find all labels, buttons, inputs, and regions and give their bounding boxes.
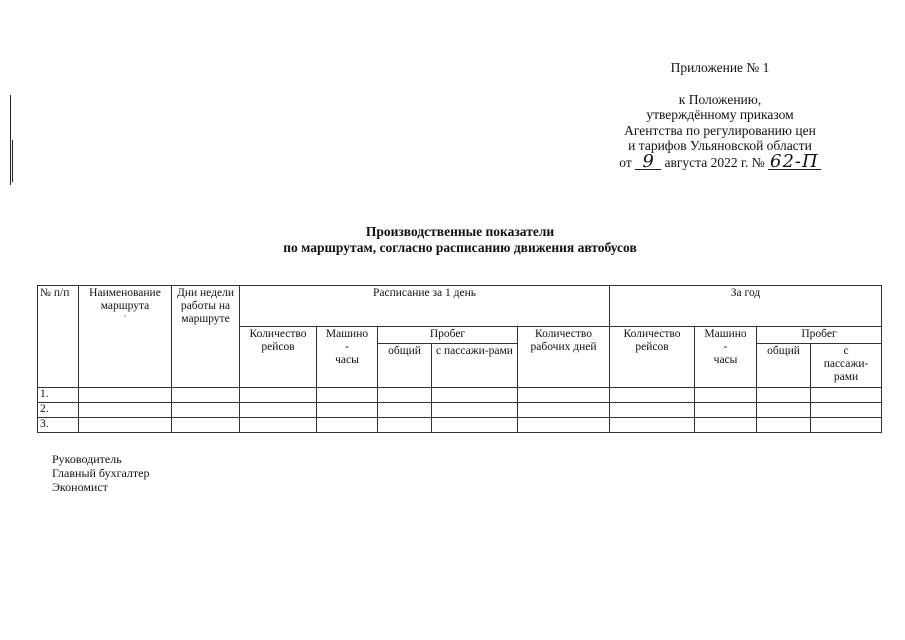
table-cell	[317, 403, 378, 418]
header-machine-hours-part1: Машино	[325, 328, 369, 340]
table-cell	[432, 403, 518, 418]
header-days: Дни недели работы на маршруте	[172, 286, 240, 388]
header-year-machine-hours-part2: часы	[713, 354, 738, 366]
table-cell	[811, 418, 882, 433]
table-cell	[432, 388, 518, 403]
table-cell	[79, 388, 172, 403]
table-cell	[240, 388, 317, 403]
header-machine-hours-dash: -	[345, 341, 349, 353]
header-year-machine-hours-part1: Машино	[704, 328, 747, 340]
header-year-mileage-total: общий	[757, 344, 811, 388]
appendix-number: Приложение № 1	[670, 60, 770, 75]
header-year-machine-hours-dash: -	[723, 341, 728, 353]
table-cell	[610, 418, 695, 433]
table-header-row	[38, 286, 882, 327]
header-mileage-total: общий	[378, 344, 432, 388]
table-cell	[610, 403, 695, 418]
table-cell	[172, 388, 240, 403]
signature-accountant: Главный бухгалтер	[52, 466, 150, 480]
table-cell	[757, 388, 811, 403]
table-row	[38, 403, 882, 418]
table-cell	[757, 418, 811, 433]
signature-head: Руководитель	[52, 452, 122, 466]
header-year-passengers-part2: пассажи-	[823, 358, 869, 370]
table-cell	[695, 418, 757, 433]
signature-economist: Экономист	[52, 480, 108, 494]
table-cell	[378, 388, 432, 403]
table-cell	[172, 403, 240, 418]
handwritten-day: 9	[635, 154, 661, 170]
header-mileage-passengers: с пассажи-рами	[432, 344, 518, 388]
table-cell	[695, 403, 757, 418]
header-trips: Количество рейсов	[240, 327, 317, 388]
table-cell	[378, 403, 432, 418]
table-row	[38, 418, 882, 433]
table-cell	[811, 388, 882, 403]
title-line-2: по маршрутам, согласно расписанию движения автобусов	[283, 240, 637, 255]
table-row	[38, 388, 882, 403]
row-number: 3.	[38, 418, 79, 433]
document-title	[200, 224, 720, 256]
table-cell	[610, 388, 695, 403]
table-cell	[79, 418, 172, 433]
table-cell	[317, 388, 378, 403]
table-cell	[240, 403, 317, 418]
scan-dot: ·	[123, 311, 127, 321]
appendix-approved: утверждённому приказом	[646, 107, 794, 122]
table-cell	[518, 418, 610, 433]
order-date-line	[619, 150, 820, 172]
header-mileage: Пробег	[378, 327, 518, 344]
header-schedule-day: Расписание за 1 день	[240, 286, 610, 327]
title-line-1: Производственные показатели	[365, 224, 555, 239]
table-cell	[432, 418, 518, 433]
table-cell	[811, 403, 882, 418]
header-trips-year: Количество рейсов	[610, 327, 695, 388]
header-work-days: Количество рабочих дней	[518, 327, 610, 388]
appendix-region: и тарифов Ульяновской области	[628, 138, 812, 153]
table-cell	[695, 388, 757, 403]
header-number: № п/п	[38, 286, 79, 388]
header-year: За год	[610, 286, 882, 327]
indicators-table	[37, 285, 882, 433]
signature-block	[52, 452, 149, 494]
header-year-mileage-passengers	[811, 344, 882, 388]
appendix-agency: Агентства по регулированию цен	[624, 122, 816, 138]
header-machine-hours	[317, 327, 378, 388]
table-cell	[518, 388, 610, 403]
table-cell	[79, 403, 172, 418]
appendix-header	[560, 60, 880, 170]
appendix-regulation: к Положению,	[678, 91, 762, 107]
table-cell	[518, 403, 610, 418]
row-number: 1.	[38, 388, 79, 403]
table-cell	[378, 418, 432, 433]
scan-edge-mark	[12, 140, 13, 182]
header-mileage-year: Пробег	[757, 327, 882, 344]
date-prefix: от	[619, 154, 632, 170]
table-cell	[317, 418, 378, 433]
table-cell	[240, 418, 317, 433]
header-route-name-label: Наименование маршрута	[89, 287, 161, 312]
header-machine-hours-part2: часы	[335, 354, 359, 366]
scan-edge-mark	[10, 95, 11, 185]
handwritten-order-number: 62-П	[770, 150, 819, 172]
header-route-name	[79, 286, 172, 388]
header-year-passengers-part1: с	[843, 345, 849, 357]
header-machine-hours-year	[695, 327, 757, 388]
table-cell	[757, 403, 811, 418]
date-rest: августа 2022 г. №	[664, 154, 765, 170]
header-year-passengers-part3: рами	[833, 371, 859, 383]
row-number: 2.	[38, 403, 79, 418]
table-cell	[172, 418, 240, 433]
